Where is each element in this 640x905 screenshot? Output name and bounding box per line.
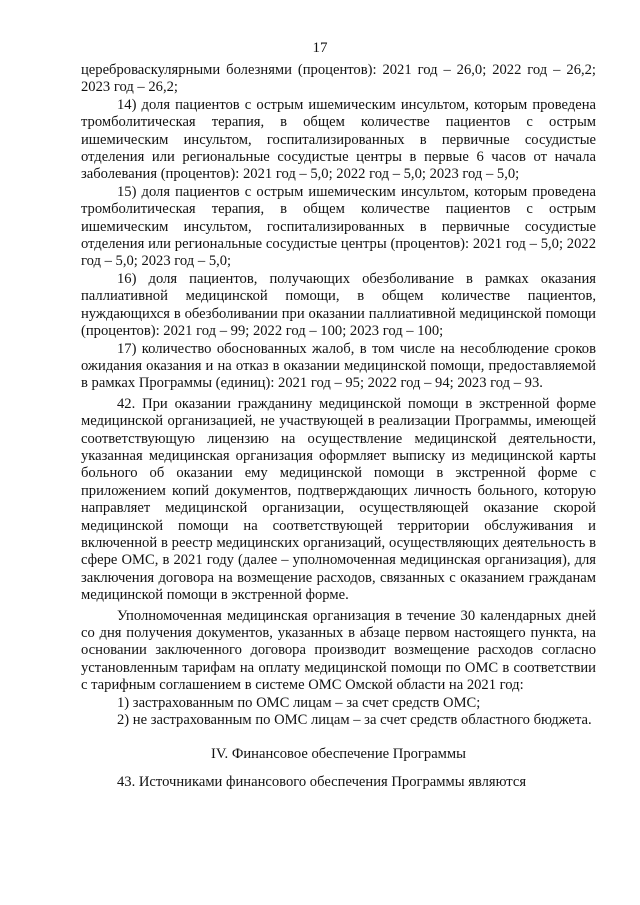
paragraph-item-17: 17) количество обоснованных жалоб, в том числе на несоблюдение сроков ожидания оказания и на отказ в оказании медицинской помощи, предоставляемой в рамках Программы (единиц): 2021 год – 95; 2022 год – 94; 2023 год – 93. <box>81 340 596 392</box>
paragraph-continuation: цереброваскулярными болезнями (процентов): 2021 год – 26,0; 2022 год – 26,2; 2023 год – 26,2; <box>81 62 596 96</box>
paragraph-clause-43: 43. Источниками финансового обеспечения Программы являются <box>117 773 527 790</box>
section-heading: IV. Финансовое обеспечение Программы <box>211 746 466 763</box>
paragraph-item-15: 15) доля пациентов с острым ишемическим инсультом, которым проведена тромболитическая терапия, в общем количестве пациентов с острым ишемическим инсультом, госпитализированных в первичные сосудистые отделения или региональные сосудистые центры (процентов): 2021 год – 5,0; 2022 год – 5,0; 2023 год – 5,0; <box>81 183 596 270</box>
paragraph-list-item-1: 1) застрахованным по ОМС лицам – за счет средств ОМС; <box>117 694 481 711</box>
document-body <box>81 62 596 791</box>
paragraph-list-item-2: 2) не застрахованным по ОМС лицам – за счет средств областного бюджета. <box>117 712 592 729</box>
paragraph-item-16: 16) доля пациентов, получающих обезболивание в рамках оказания паллиативной медицинской помощи, в общем количестве пациентов, нуждающихся в обезболивании при оказании паллиативной медицинской помощи (процентов): 2021 год – 99; 2022 год – 100; 2023 год – 100; <box>81 270 596 340</box>
paragraph-clause-42: 42. При оказании гражданину медицинской помощи в экстренной форме медицинской организацией, не участвующей в реализации Программы, имеющей соответствующую лицензию на осуществление медицинской деятельности, указанная медицинская организация оформляет выписку из медицинской карты больного об оказании ему медицинской помощи в экстренной форме с приложением копий документов, подтверждающих личность больного, которую направляет медицинской организации, осуществляющей оказание скорой медицинской помощи на соответствующей территории обслуживания и включенной в реестр медицинских организаций, осуществляющих деятельность в сфере ОМС, в 2021 году (далее – уполномоченная медицинская организация), для заключения договора на возмещение расходов, связанных с оказанием гражданам медицинской помощи в экстренной форме. <box>81 395 596 604</box>
paragraph-clause-42-reimbursement: Уполномоченная медицинская организация в течение 30 календарных дней со дня получения документов, указанных в абзаце первом настоящего пункта, на основании заключенного договора производит возмещение расходов согласно установленным тарифам на оплату медицинской помощи по ОМС в соответствии с тарифным соглашением в системе ОМС Омской области на 2021 год: <box>81 607 596 694</box>
page-number: 17 <box>312 40 328 56</box>
paragraph-item-14: 14) доля пациентов с острым ишемическим инсультом, которым проведена тромболитическая терапия, в общем количестве пациентов с острым ишемическим инсультом, госпитализированных в первичные сосудистые отделения или региональные сосудистые центры в первые 6 часов от начала заболевания (процентов): 2021 год – 5,0; 2022 год – 5,0; 2023 год – 5,0; <box>81 96 596 183</box>
